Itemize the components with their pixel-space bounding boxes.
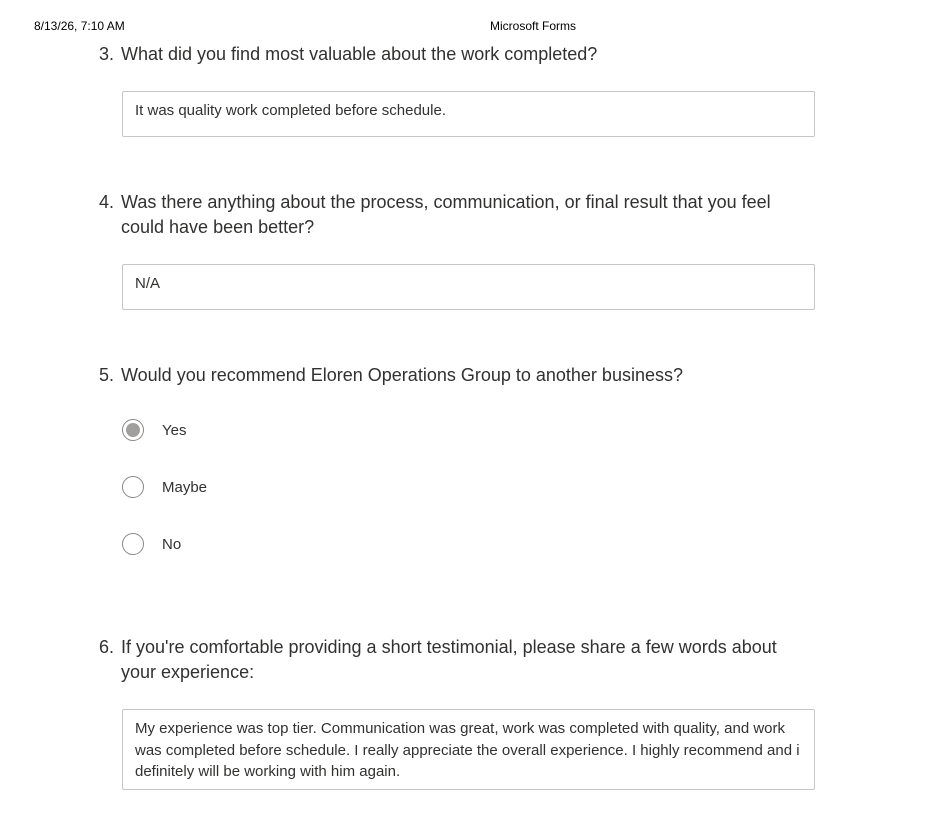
question-number: 6. — [99, 637, 115, 657]
question-title — [99, 363, 799, 388]
radio-option-yes[interactable] — [122, 417, 186, 443]
answer-field-q4[interactable]: N/A — [122, 264, 815, 310]
question-number: 3. — [99, 44, 115, 64]
question-title — [99, 42, 799, 67]
question-title — [99, 635, 809, 685]
answer-field-q6[interactable]: My experience was top tier. Communication was great, work was completed with quality, and work was completed before schedule. I really appreciate the overall experience. I highly recommend and i definitely will be working with him again. — [122, 709, 815, 790]
radio-button[interactable] — [122, 476, 144, 498]
question-5 — [99, 363, 799, 388]
question-3 — [99, 42, 799, 67]
print-date: 8/13/26, 7:10 AM — [34, 19, 125, 33]
answer-field-q3[interactable]: It was quality work completed before schedule. — [122, 91, 815, 137]
print-header — [0, 19, 932, 35]
question-number: 4. — [99, 192, 115, 212]
question-text: What did you find most valuable about the work completed? — [121, 44, 598, 64]
question-title — [99, 190, 779, 240]
question-number: 5. — [99, 365, 115, 385]
question-4 — [99, 190, 779, 240]
radio-label: No — [162, 535, 182, 553]
question-text: Was there anything about the process, communication, or final result that you feel could have been better? — [121, 192, 771, 237]
radio-option-no[interactable] — [122, 531, 181, 557]
question-6 — [99, 635, 809, 685]
radio-button-selected[interactable] — [122, 419, 144, 441]
question-text: If you're comfortable providing a short testimonial, please share a few words about your experience: — [121, 637, 777, 682]
radio-option-maybe[interactable] — [122, 474, 207, 500]
radio-button[interactable] — [122, 533, 144, 555]
print-title: Microsoft Forms — [490, 19, 577, 33]
question-text: Would you recommend Eloren Operations Group to another business? — [121, 365, 683, 385]
radio-label: Yes — [162, 421, 187, 439]
radio-label: Maybe — [162, 478, 208, 496]
